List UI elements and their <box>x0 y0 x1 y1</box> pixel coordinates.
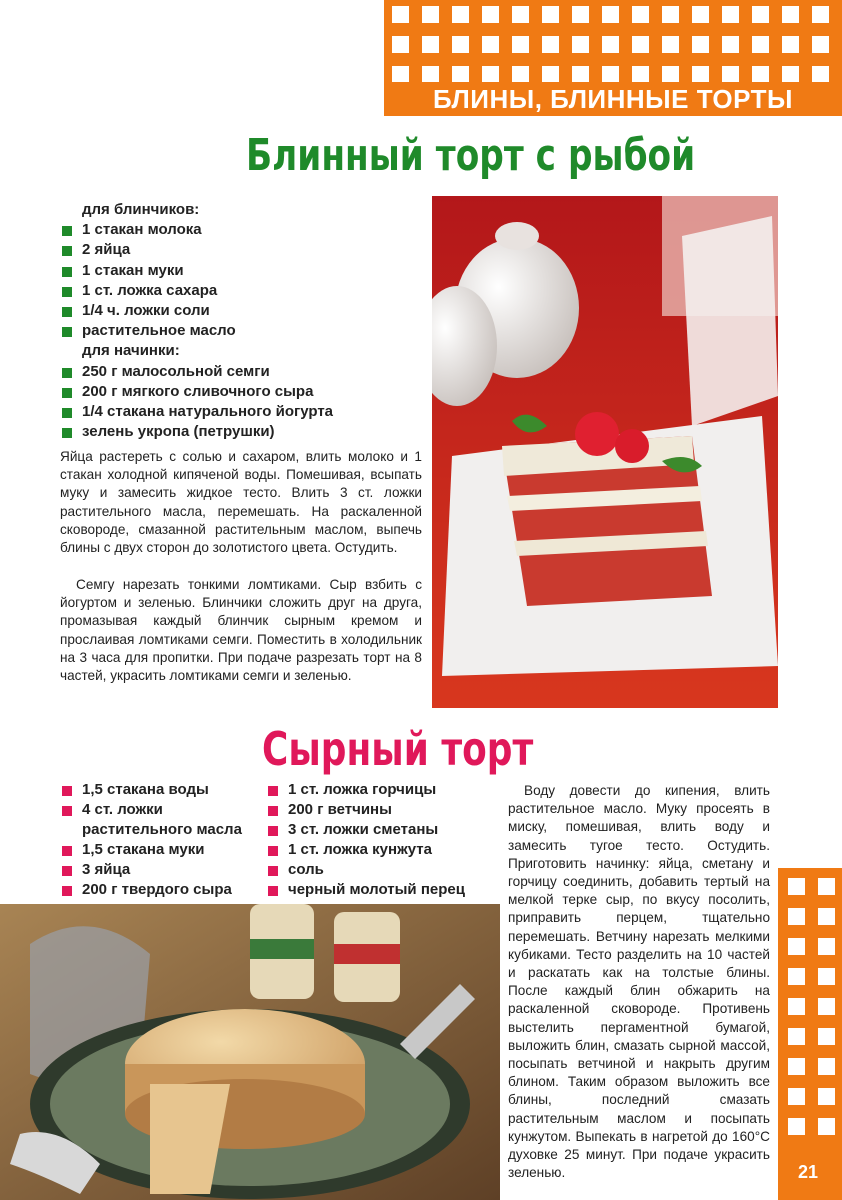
ingredient-item <box>60 800 270 820</box>
recipe-title-cheese-cake: Сырный торт <box>262 722 534 776</box>
photo-pancake-fish-cake <box>432 196 778 708</box>
grid-cell <box>788 1028 805 1045</box>
ingredient-text: растительного масла <box>82 821 242 838</box>
ingredient-item <box>60 301 440 321</box>
grid-cell <box>788 878 805 895</box>
ingredient-text: 1 ст. ложка горчицы <box>288 781 437 798</box>
grid-cell <box>602 66 619 83</box>
grid-cell <box>788 998 805 1015</box>
bullet-square-icon <box>268 846 278 856</box>
grid-cell <box>422 66 439 83</box>
grid-cell <box>572 6 589 23</box>
instructions-paragraph-1: Яйца растереть с солью и сахаром, влить молоко и 1 стакан холодной кипяченой воды. Помешивая, всыпать муку и замесить жидкое тесто. Влить 3 ст. ложки растительного масла, перемешать. На раскаленной сковороде, смазанной растительным маслом, выпечь блины с двух сторон до золотистого цвета. Остудить. <box>60 449 422 556</box>
grid-cell <box>812 6 829 23</box>
ingredient-text: 1,5 стакана муки <box>82 841 205 858</box>
ingredient-text: растительное масло <box>82 322 236 340</box>
ingredient-text: зелень укропа (петрушки) <box>82 423 275 441</box>
bullet-square-icon <box>268 786 278 796</box>
bullet-square-icon <box>62 246 72 256</box>
photo-cheese-cake <box>0 904 500 1200</box>
ingredient-text: 2 яйца <box>82 241 131 259</box>
ingredient-item <box>60 321 440 341</box>
grid-cell <box>788 1118 805 1135</box>
ingredient-item <box>266 820 496 840</box>
ingredient-text: 1 стакан молока <box>82 221 202 239</box>
grid-cell <box>692 6 709 23</box>
ingredient-item <box>60 860 270 880</box>
ingredient-list-pancake-fish-cake <box>60 200 440 442</box>
grid-cell <box>818 938 835 955</box>
grid-cell <box>812 66 829 83</box>
grid-cell <box>422 36 439 53</box>
grid-cell <box>788 968 805 985</box>
grid-cell <box>788 908 805 925</box>
grid-cell <box>818 1028 835 1045</box>
ingredient-list-cheese-cake-left <box>60 780 270 900</box>
grid-cell <box>602 36 619 53</box>
ingredient-item <box>60 402 440 422</box>
grid-cell <box>512 6 529 23</box>
ingredient-text: 200 г твердого сыра <box>82 881 232 898</box>
bullet-square-icon <box>62 786 72 796</box>
grid-cell <box>722 6 739 23</box>
bullet-square-icon <box>62 428 72 438</box>
grid-cell <box>662 36 679 53</box>
bullet-square-icon <box>268 866 278 876</box>
grid-cell <box>818 1118 835 1135</box>
bullet-square-icon <box>268 806 278 816</box>
grid-cell <box>818 1088 835 1105</box>
ingredient-item <box>60 281 440 301</box>
bullet-square-icon <box>62 307 72 317</box>
bullet-square-icon <box>62 226 72 236</box>
bullet-square-icon <box>62 886 72 896</box>
grid-cell <box>692 66 709 83</box>
ingredient-item <box>60 220 440 240</box>
bullet-square-icon <box>62 408 72 418</box>
grid-cell <box>632 36 649 53</box>
ingredient-text: 3 ст. ложки сметаны <box>288 821 439 838</box>
ingredient-text: 1 ст. ложка кунжута <box>288 841 432 858</box>
grid-cell <box>662 6 679 23</box>
ingredient-text: для начинки: <box>82 342 180 360</box>
bullet-square-icon <box>62 368 72 378</box>
grid-cell <box>782 6 799 23</box>
ingredient-item <box>266 880 496 900</box>
grid-cell <box>692 36 709 53</box>
instructions-paragraph-2: Семгу нарезать тонкими ломтиками. Сыр взбить с йогуртом и зеленью. Блинчики сложить друг на друга, промазывая каждый блинчик сырным кремом и прослаивая ломтиками семги. Поместить в холодильник на 3 часа для пропитки. При подаче разрезать торт на 8 частей, украсить ломтиками семги и зеленью. <box>60 577 422 684</box>
bullet-square-icon <box>268 826 278 836</box>
grid-cell <box>602 6 619 23</box>
ingredient-subheading <box>60 820 270 840</box>
grid-cell <box>722 66 739 83</box>
recipe-title-pancake-fish-cake: Блинный торт с рыбой <box>246 130 696 181</box>
grid-cell <box>482 66 499 83</box>
ingredient-item <box>60 780 270 800</box>
ingredient-item <box>266 800 496 820</box>
grid-cell <box>818 968 835 985</box>
grid-cell <box>818 908 835 925</box>
grid-cell <box>788 1058 805 1075</box>
grid-cell <box>782 66 799 83</box>
grid-cell <box>452 6 469 23</box>
bullet-square-icon <box>62 287 72 297</box>
grid-cell <box>542 36 559 53</box>
grid-cell <box>452 66 469 83</box>
grid-cell <box>512 66 529 83</box>
ingredient-item <box>60 382 440 402</box>
grid-cell <box>788 1088 805 1105</box>
grid-cell <box>752 6 769 23</box>
grid-cell <box>452 36 469 53</box>
grid-cell <box>632 6 649 23</box>
ingredient-item <box>266 860 496 880</box>
ingredient-text: 1/4 ч. ложки соли <box>82 302 210 320</box>
grid-cell <box>788 938 805 955</box>
grid-cell <box>752 66 769 83</box>
ingredient-subheading <box>60 341 440 361</box>
bullet-square-icon <box>62 806 72 816</box>
bullet-square-icon <box>62 267 72 277</box>
ingredient-text: соль <box>288 861 324 878</box>
grid-cell <box>572 36 589 53</box>
ingredient-text: 1 стакан муки <box>82 261 184 279</box>
ingredient-item <box>60 422 440 442</box>
grid-cell <box>782 36 799 53</box>
grid-cell <box>722 36 739 53</box>
ingredient-text: 3 яйца <box>82 861 131 878</box>
ingredient-item <box>60 362 440 382</box>
grid-cell <box>572 66 589 83</box>
ingredient-text: 250 г малосольной семги <box>82 362 270 380</box>
grid-cell <box>632 66 649 83</box>
ingredient-text: для блинчиков: <box>82 201 200 218</box>
bullet-square-icon <box>62 846 72 856</box>
ingredient-item <box>60 880 270 900</box>
grid-cell <box>482 36 499 53</box>
page-number: 21 <box>797 1162 819 1182</box>
grid-cell <box>818 998 835 1015</box>
ingredient-item <box>60 840 270 860</box>
ingredient-item <box>60 240 440 260</box>
ingredient-text: 200 г ветчины <box>288 801 392 818</box>
grid-cell <box>542 6 559 23</box>
bullet-square-icon <box>62 327 72 337</box>
ingredient-list-cheese-cake-right <box>266 780 496 900</box>
bullet-square-icon <box>268 886 278 896</box>
grid-cell <box>392 6 409 23</box>
ingredient-text: черный молотый перец <box>288 881 465 898</box>
ingredient-text: 4 ст. ложки <box>82 801 163 818</box>
ingredient-text: 1 ст. ложка сахара <box>82 281 218 299</box>
grid-cell <box>392 66 409 83</box>
ingredient-subheading <box>60 200 440 220</box>
bullet-square-icon <box>62 388 72 398</box>
grid-cell <box>812 36 829 53</box>
grid-cell <box>482 6 499 23</box>
section-header: БЛИНЫ, БЛИННЫЕ ТОРТЫ <box>384 82 842 116</box>
ingredient-item <box>266 840 496 860</box>
ingredient-item <box>266 780 496 800</box>
decorative-grid-top <box>384 0 842 82</box>
grid-cell <box>512 36 529 53</box>
grid-cell <box>662 66 679 83</box>
ingredient-text: 200 г мягкого сливочного сыра <box>82 382 314 400</box>
grid-cell <box>392 36 409 53</box>
grid-cell <box>422 6 439 23</box>
ingredient-item <box>60 261 440 281</box>
grid-cell <box>752 36 769 53</box>
grid-cell <box>542 66 559 83</box>
ingredient-text: 1,5 стакана воды <box>82 781 209 798</box>
bullet-square-icon <box>62 866 72 876</box>
grid-cell <box>818 1058 835 1075</box>
instructions-cheese-cake: Воду довести до кипения, влить растительное масло. Муку просеять в миску, помешивая, влить воду и замесить тугое тесто. Остудить. Приготовить начинку: яйца, сметану и горчицу соединить, добавить тертый на мелкой терке сыр, по вкусу посолить, приправить перцем, тщательно перемешать. Ветчину нарезать мелкими кубиками. Тесто разделить на 10 частей и раскатать как на толстые блины. После каждый блин обжарить на раскаленной сковороде. Противень выстелить пергаментной бумагой, выложить блин, смазать сырной массой, посыпать ветчиной и накрыть другим блином. Таким образом выложить все блины, последний смазать растительным маслом и посыпать кунжутом. Выпекать в нагретой до 160°С духовке 25 минут. При подаче украсить зеленью. <box>508 783 770 1181</box>
decorative-grid-right <box>778 868 842 1200</box>
ingredient-text: 1/4 стакана натурального йогурта <box>82 403 334 421</box>
grid-cell <box>818 878 835 895</box>
